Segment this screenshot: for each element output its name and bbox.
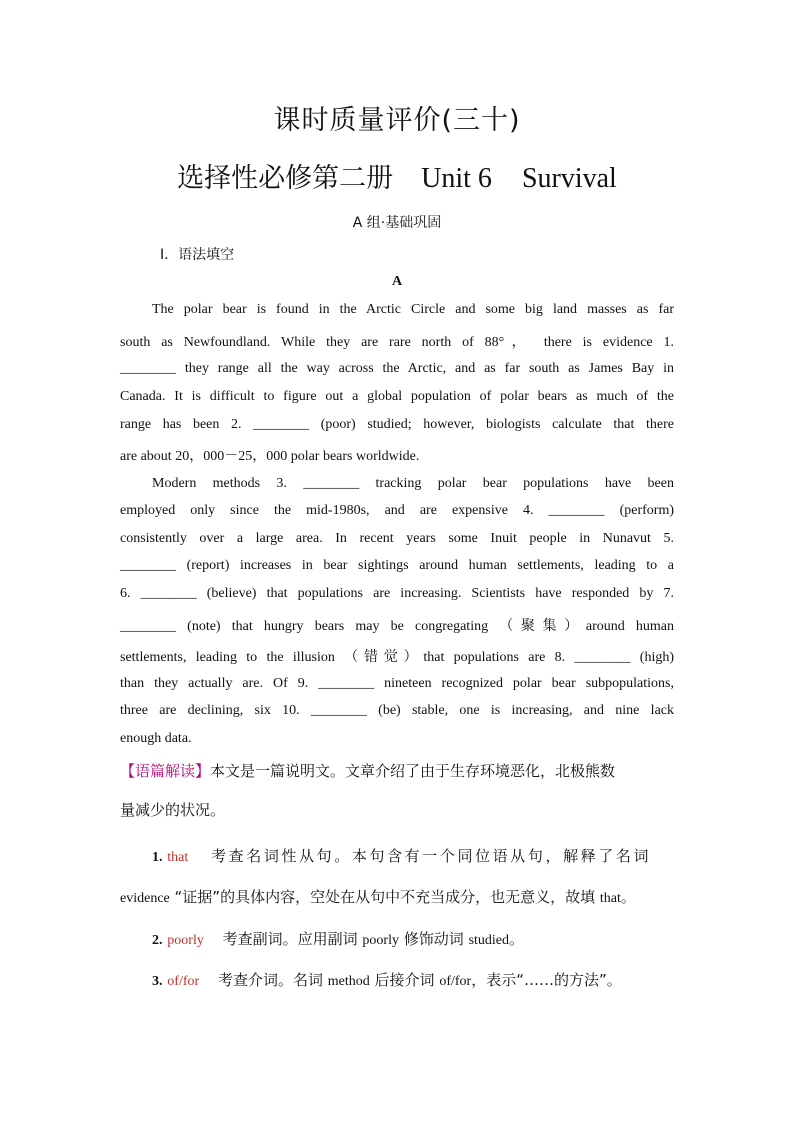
passage-letter: A xyxy=(391,274,403,289)
answer-item-1 xyxy=(152,845,672,866)
explanation-term: studied xyxy=(468,933,510,948)
explanation-text: 考查副词。应用副词 xyxy=(222,930,358,948)
section-heading: Ⅰ．语法填空 xyxy=(160,247,235,263)
explanation-text: 考查介词。名词 xyxy=(217,971,323,989)
passage-line: Modern methods 3. ________ tracking polar bear populations have been xyxy=(152,476,674,491)
explanation-term: of/for xyxy=(439,974,472,989)
passage-line: ________ (report) increases in bear sightings around human settlements, leading to a xyxy=(120,558,674,573)
explanation-text: 。 xyxy=(620,888,636,906)
passage-line: 6. ________ (believe) that populations are increasing. Scientists have responded by 7. xyxy=(120,586,674,601)
passage-line: ________ (note) that hungry bears may be congregating （聚集）around human xyxy=(120,619,674,634)
passage-line: consistently over a large area. In recent years some Inuit people in Nunavut 5. xyxy=(120,531,674,546)
passage-line: south as Newfoundland. While they are rare north of 88°， there is evidence 1. xyxy=(120,335,674,350)
answer-item-3 xyxy=(152,969,672,990)
explanation-term: method xyxy=(327,974,370,989)
answer-explanation: 考查名词性从句。本句含有一个同位语从句，解释了名词 xyxy=(211,847,652,865)
passage-line: The polar bear is found in the Arctic Circle and some big land masses as far xyxy=(152,302,674,317)
answer-item-1-line2 xyxy=(120,886,676,907)
passage-line: Canada. It is difficult to figure out a global population of polar bears as much of the xyxy=(120,389,674,404)
explanation-text: “证据”的具体内容，空处在从句中不充当成分，也无意义，故填 xyxy=(174,888,596,906)
explanation-text: 修饰动词 xyxy=(403,930,464,948)
answer-number: 2. xyxy=(152,933,163,948)
passage-line: ________ they range all the way across the Arctic, and as far south as James Bay in xyxy=(120,361,674,376)
answer-text: of/for xyxy=(167,974,200,989)
answer-text: that xyxy=(167,850,189,865)
explanation-text: ，表示“……的方法”。 xyxy=(471,971,622,989)
answer-number: 3. xyxy=(152,974,163,989)
unit-title xyxy=(0,156,794,195)
passage-line: three are declining, six 10. ________ (be) stable, one is increasing, and nine lack xyxy=(120,703,674,718)
analysis-summary xyxy=(120,760,676,781)
answer-number: 1. xyxy=(152,850,163,865)
passage-line: employed only since the mid-1980s, and are expensive 4. ________ (perform) xyxy=(120,503,674,518)
explanation-term: evidence xyxy=(120,891,170,906)
passage-line: are about 20，000－25，000 polar bears worldwide. xyxy=(120,449,420,464)
group-heading: A 组·基础巩固 xyxy=(352,215,442,231)
explanation-text: 后接介词 xyxy=(374,971,435,989)
passage-line: range has been 2. ________ (poor) studied; however, biologists calculate that there xyxy=(120,417,674,432)
explanation-text: 。 xyxy=(509,930,525,948)
explanation-term: that xyxy=(599,891,621,906)
passage-line: than they actually are. Of 9. ________ nineteen recognized polar bear subpopulations, xyxy=(120,676,674,691)
summary-text: 本文是一篇说明文。文章介绍了由于生存环境恶化，北极熊数 xyxy=(210,762,616,780)
explanation-term: poorly xyxy=(362,933,399,948)
page-title: 课时质量评价(三十) xyxy=(273,105,521,136)
unit-number: Unit 6 xyxy=(421,163,492,194)
passage-line: enough data. xyxy=(120,731,192,746)
answer-text: poorly xyxy=(167,933,204,948)
unit-title-cn: 选择性必修第二册 xyxy=(177,163,394,194)
analysis-tag: 【语篇解读】 xyxy=(120,762,211,780)
passage-line: settlements, leading to the illusion （错觉）that populations are 8. ________ (high) xyxy=(120,650,674,665)
unit-topic: Survival xyxy=(521,163,617,194)
analysis-summary-line2: 量减少的状况。 xyxy=(120,801,226,819)
answer-item-2 xyxy=(152,928,672,949)
